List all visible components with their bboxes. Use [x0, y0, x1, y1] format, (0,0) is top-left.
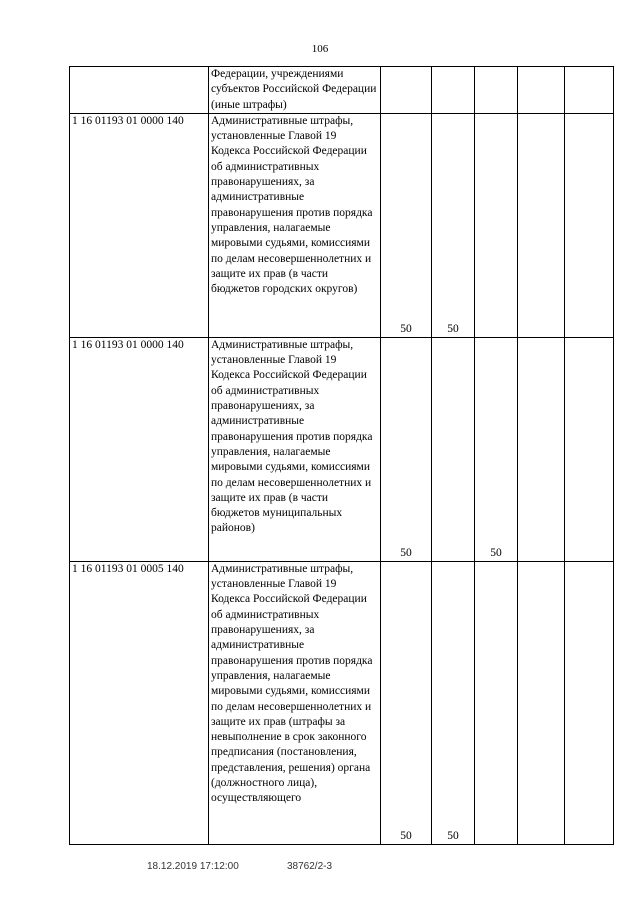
value-cell: [565, 561, 614, 844]
table-row: [70, 113, 614, 337]
value-cell: [518, 561, 565, 844]
value-cell: [565, 113, 614, 337]
value-cell: [432, 67, 475, 114]
timestamp: 18.12.2019 17:12:00: [147, 861, 239, 872]
description-cell: Административные штрафы, установленные Главой 19 Кодекса Российской Федерации об административных правонарушениях, за административные правонарушения против порядка управления, налагаемые мировыми судьями, комиссиями по делам несовершеннолетних и защите их прав (в части бюджетов городских округов): [209, 113, 381, 337]
value-cell: [475, 561, 518, 844]
value-cell: [565, 337, 614, 561]
value-cell: [518, 337, 565, 561]
value-cell: 50: [432, 113, 475, 337]
value-cell: 50: [432, 561, 475, 844]
value-cell: [518, 67, 565, 114]
table-row: [70, 337, 614, 561]
value-cell: [565, 67, 614, 114]
value-cell: [518, 113, 565, 337]
table-row: [70, 67, 614, 114]
code-cell: 1 16 01193 01 0000 140: [70, 337, 209, 561]
page-number: 106: [311, 43, 329, 55]
code-cell: 1 16 01193 01 0005 140: [70, 561, 209, 844]
table-row: [70, 561, 614, 844]
description-cell: Федерации, учреждениями субъектов Российской Федерации (иные штрафы): [209, 67, 381, 114]
value-cell: [475, 67, 518, 114]
code-cell: 1 16 01193 01 0000 140: [70, 113, 209, 337]
value-cell: 50: [381, 113, 432, 337]
budget-table: [69, 66, 614, 845]
description-cell: Административные штрафы, установленные Главой 19 Кодекса Российской Федерации об административных правонарушениях, за административные правонарушения против порядка управления, налагаемые мировыми судьями, комиссиями по делам несовершеннолетних и защите их прав (штрафы за невыполнение в срок законного предписания (постановления, представления, решения) органа (должностного лица), осуществляющего: [209, 561, 381, 844]
value-cell: 50: [475, 337, 518, 561]
value-cell: 50: [381, 561, 432, 844]
value-cell: 50: [381, 337, 432, 561]
code-cell: [70, 67, 209, 114]
description-cell: Административные штрафы, установленные Главой 19 Кодекса Российской Федерации об административных правонарушениях, за административные правонарушения против порядка управления, налагаемые мировыми судьями, комиссиями по делам несовершеннолетних и защите их прав (в части бюджетов муниципальных районов): [209, 337, 381, 561]
value-cell: [475, 113, 518, 337]
value-cell: [381, 67, 432, 114]
value-cell: [432, 337, 475, 561]
document-id: 38762/2-3: [287, 861, 333, 872]
